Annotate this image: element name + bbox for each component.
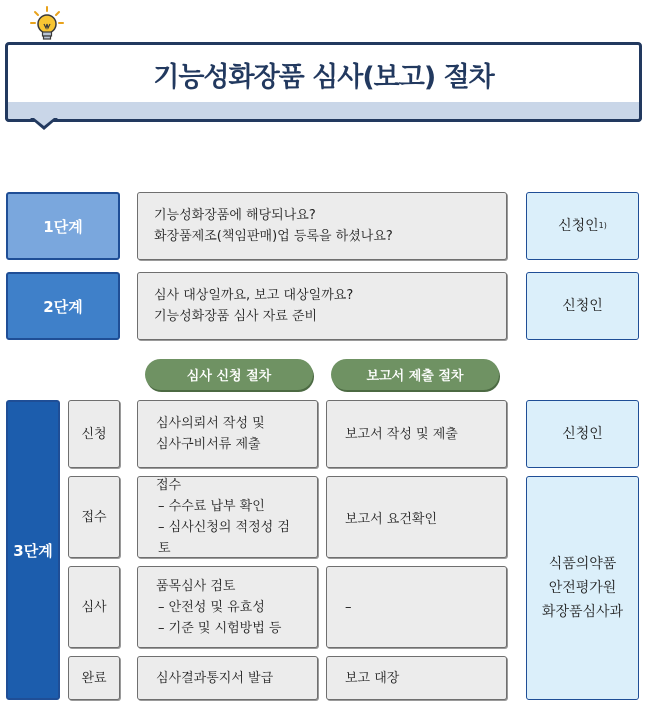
title-banner-stripe — [5, 102, 642, 122]
phase-receipt: 접수 — [68, 476, 120, 558]
step-3-label: 3단계 — [6, 400, 60, 700]
complete-report-cell — [326, 656, 507, 700]
title-banner-pointer-inner — [34, 118, 54, 126]
review-procedure-header: 심사 신청 절차 — [145, 359, 313, 390]
step-1-line-1: 기능성화장품에 해당되나요? — [154, 208, 316, 223]
complete-review-cell — [137, 656, 318, 700]
review-report-line-1: – — [345, 599, 352, 615]
phase-complete: 완료 — [68, 656, 120, 700]
step-2-line-1: 심사 대상일까요, 보고 대상일까요? — [154, 288, 354, 303]
step-2-line-2: 기능성화장품 심사 자료 준비 — [154, 309, 318, 324]
phase-review: 심사 — [68, 566, 120, 648]
phase-apply: 신청 — [68, 400, 120, 468]
complete-report-line-1: 보고 대장 — [345, 670, 400, 686]
page-title: 기능성화장품 심사(보고) 절차 — [153, 62, 494, 93]
apply-report-line-1: 보고서 작성 및 제출 — [345, 426, 458, 442]
apply-review-line-2: 심사구비서류 제출 — [156, 437, 261, 452]
step-1-label: 1단계 — [6, 192, 120, 260]
step-1-actor-label: 신청인 — [558, 218, 599, 234]
receipt-review-line-2: – 수수료 납부 확인 — [158, 499, 265, 514]
receipt-review-line-1: 접수 — [156, 478, 182, 493]
lightbulb-icon — [30, 6, 64, 44]
step-2-description — [137, 272, 507, 340]
review-review-line-1: 품목심사 검토 — [156, 578, 236, 594]
report-procedure-header: 보고서 제출 절차 — [331, 359, 499, 390]
review-review-cell — [137, 566, 318, 648]
agency-line-2: 안전평가원 — [548, 580, 617, 596]
review-review-line-2: – 안전성 및 유효성 — [158, 599, 265, 615]
step-2-label: 2단계 — [6, 272, 120, 340]
receipt-report-cell — [326, 476, 507, 558]
apply-review-line-1: 심사의뢰서 작성 및 — [156, 416, 265, 431]
apply-review-cell — [137, 400, 318, 468]
apply-report-cell — [326, 400, 507, 468]
agency-line-1: 식품의약품 — [548, 556, 617, 572]
step-3-agency — [526, 476, 639, 700]
step-2-actor: 신청인 — [526, 272, 639, 340]
complete-review-line-1: 심사결과통지서 발급 — [156, 670, 274, 686]
review-report-cell — [326, 566, 507, 648]
step-1-line-2: 화장품제조(책임판매)업 등록을 하셨나요? — [154, 229, 393, 244]
step-1-actor: 신청인 1) — [526, 192, 639, 260]
agency-line-3: 화장품심사과 — [541, 604, 624, 620]
receipt-report-line-1: 보고서 요건확인 — [345, 512, 438, 527]
receipt-review-line-3: – 심사신청의 적정성 검토 — [158, 520, 290, 556]
step-1-description — [137, 192, 507, 260]
step-3-applicant: 신청인 — [526, 400, 639, 468]
receipt-review-cell — [137, 476, 318, 558]
review-review-line-3: – 기준 및 시험방법 등 — [158, 620, 282, 636]
